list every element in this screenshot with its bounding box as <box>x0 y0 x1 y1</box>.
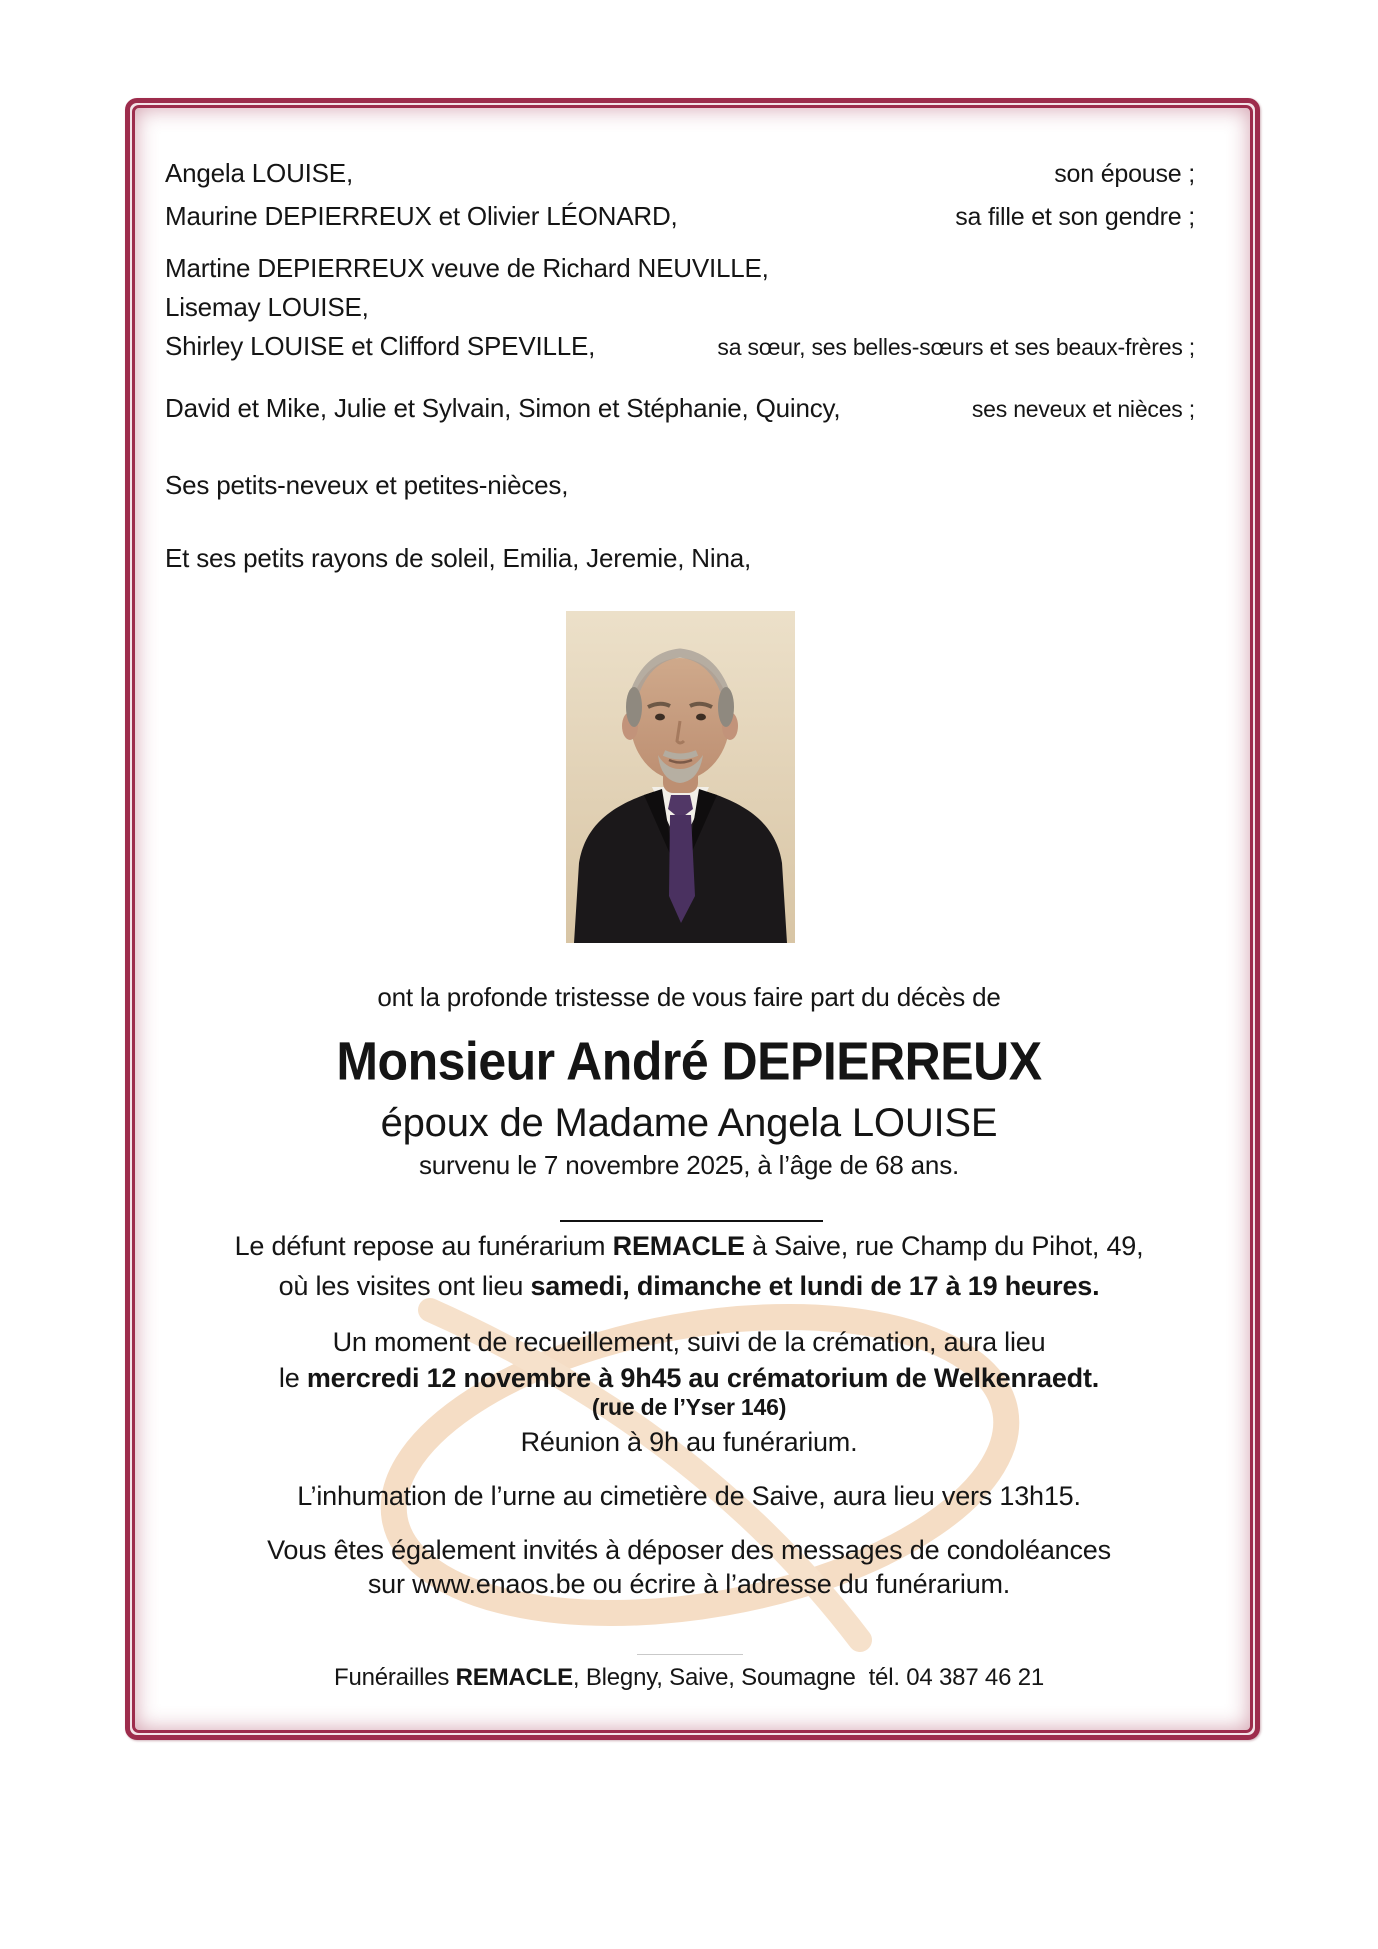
cremation-line <box>133 1360 1245 1396</box>
eye-right <box>696 714 706 721</box>
cremation-datetime: mercredi 12 novembre à 9h45 au crématorium de Welkenraedt. <box>306 1363 1100 1393</box>
family-row-grandnephews <box>165 468 1195 502</box>
family-relation: son épouse ; <box>1054 160 1195 188</box>
death-date-line: survenu le 7 novembre 2025, à l’âge de 68 ans. <box>418 1150 960 1180</box>
family-relation: sa sœur, ses belles-sœurs et ses beaux-frères ; <box>717 334 1195 360</box>
family-names: Ses petits-neveux et petites-nièces, <box>165 470 569 500</box>
cremation-text: le <box>278 1363 307 1393</box>
spouse-line: époux de Madame Angela LOUISE <box>380 1101 998 1145</box>
footer-text: Funérailles <box>333 1664 456 1691</box>
repose-line <box>133 1228 1245 1264</box>
family-row-nephews <box>165 391 1195 426</box>
mustache <box>664 753 697 757</box>
section-divider <box>560 1220 823 1222</box>
footer-text-2: , Blegny, Saive, Soumagne tél. 04 387 46 21 <box>572 1664 1044 1691</box>
family-names: David et Mike, Julie et Sylvain, Simon et Stéphanie, Quincy, <box>165 393 841 423</box>
hair-side-left <box>626 687 642 727</box>
hair-side-right <box>718 687 734 727</box>
family-names: Et ses petits rayons de soleil, Emilia, Jeremie, Nina, <box>165 543 751 573</box>
family-row-siblings <box>165 249 1195 367</box>
family-names: Angela LOUISE, <box>165 158 353 188</box>
visits-schedule: samedi, dimanche et lundi de 17 à 19 heures. <box>530 1271 1100 1301</box>
repose-text: Le défunt repose au funérarium <box>234 1231 613 1261</box>
family-group-last-line <box>165 327 1195 367</box>
family-relation: ses neveux et nièces ; <box>971 396 1195 422</box>
eye-left <box>655 714 665 721</box>
family-names: Martine DEPIERREUX veuve de Richard NEUVILLE, <box>165 253 769 283</box>
family-row-grandchildren <box>165 541 1195 575</box>
deceased-name: Monsieur André DEPIERREUX <box>336 1030 1042 1092</box>
family-row-daughter <box>165 199 1195 234</box>
portrait-photo <box>566 611 795 943</box>
repose-text-2: à Saive, rue Champ du Pihot, 49, <box>744 1231 1144 1261</box>
family-names: Maurine DEPIERREUX et Olivier LÉONARD, <box>165 201 678 231</box>
footer-home-name: REMACLE <box>455 1664 573 1691</box>
family-row-spouse <box>165 156 1195 191</box>
ceremony-intro-line: Un moment de recueillement, suivi de la crémation, aura lieu <box>332 1327 1046 1357</box>
family-relation: sa fille et son gendre ; <box>955 203 1195 231</box>
meeting-line: Réunion à 9h au funérarium. <box>520 1427 858 1457</box>
crematorium-address: (rue de l’Yser 146) <box>591 1394 787 1420</box>
family-names: Shirley LOUISE et Clifford SPEVILLE, <box>165 331 596 361</box>
footer-divider <box>637 1654 743 1655</box>
condolences-line-2: sur www.enaos.be ou écrire à l’adresse du funérarium. <box>367 1569 1011 1599</box>
visits-text: où les visites ont lieu <box>278 1271 531 1301</box>
funeral-home-footer <box>133 1662 1245 1694</box>
inhumation-line: L’inhumation de l’urne au cimetière de Saive, aura lieu vers 13h15. <box>297 1481 1081 1511</box>
funeral-home-name: REMACLE <box>612 1231 745 1261</box>
family-names: Lisemay LOUISE, <box>165 292 369 322</box>
condolences-line-1: Vous êtes également invités à déposer des messages de condoléances <box>267 1535 1111 1565</box>
visits-line <box>133 1268 1245 1304</box>
announcement-intro: ont la profonde tristesse de vous faire part du décès de <box>377 982 1001 1012</box>
